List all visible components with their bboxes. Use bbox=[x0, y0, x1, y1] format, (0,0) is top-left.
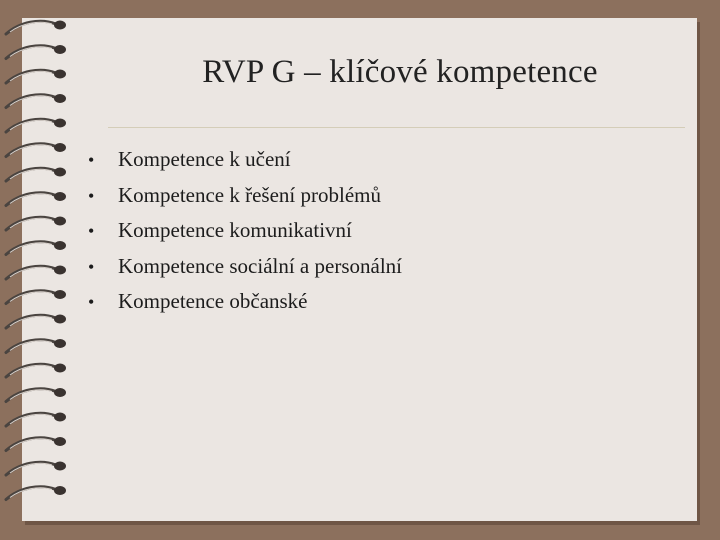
bullet-icon: • bbox=[88, 185, 95, 206]
list-item bbox=[88, 249, 402, 285]
bullet-icon: • bbox=[88, 221, 95, 241]
bullet-icon: • bbox=[88, 256, 95, 277]
bullet-text: Kompetence k řešení problémů bbox=[118, 182, 381, 207]
list-item bbox=[88, 213, 402, 249]
list-item bbox=[88, 142, 402, 178]
bullet-list bbox=[88, 142, 402, 320]
bullet-text: Kompetence k učení bbox=[118, 147, 291, 171]
list-item bbox=[88, 178, 402, 214]
title-divider bbox=[108, 127, 685, 128]
bullet-icon: • bbox=[88, 292, 95, 312]
list-item bbox=[88, 284, 402, 320]
bullet-text: Kompetence komunikativní bbox=[118, 218, 352, 242]
bullet-text: Kompetence občanské bbox=[118, 289, 308, 313]
bullet-icon: • bbox=[88, 150, 95, 170]
slide-title: RVP G – klíčové kompetence bbox=[202, 54, 598, 90]
bullet-text: Kompetence sociální a personální bbox=[118, 253, 402, 278]
